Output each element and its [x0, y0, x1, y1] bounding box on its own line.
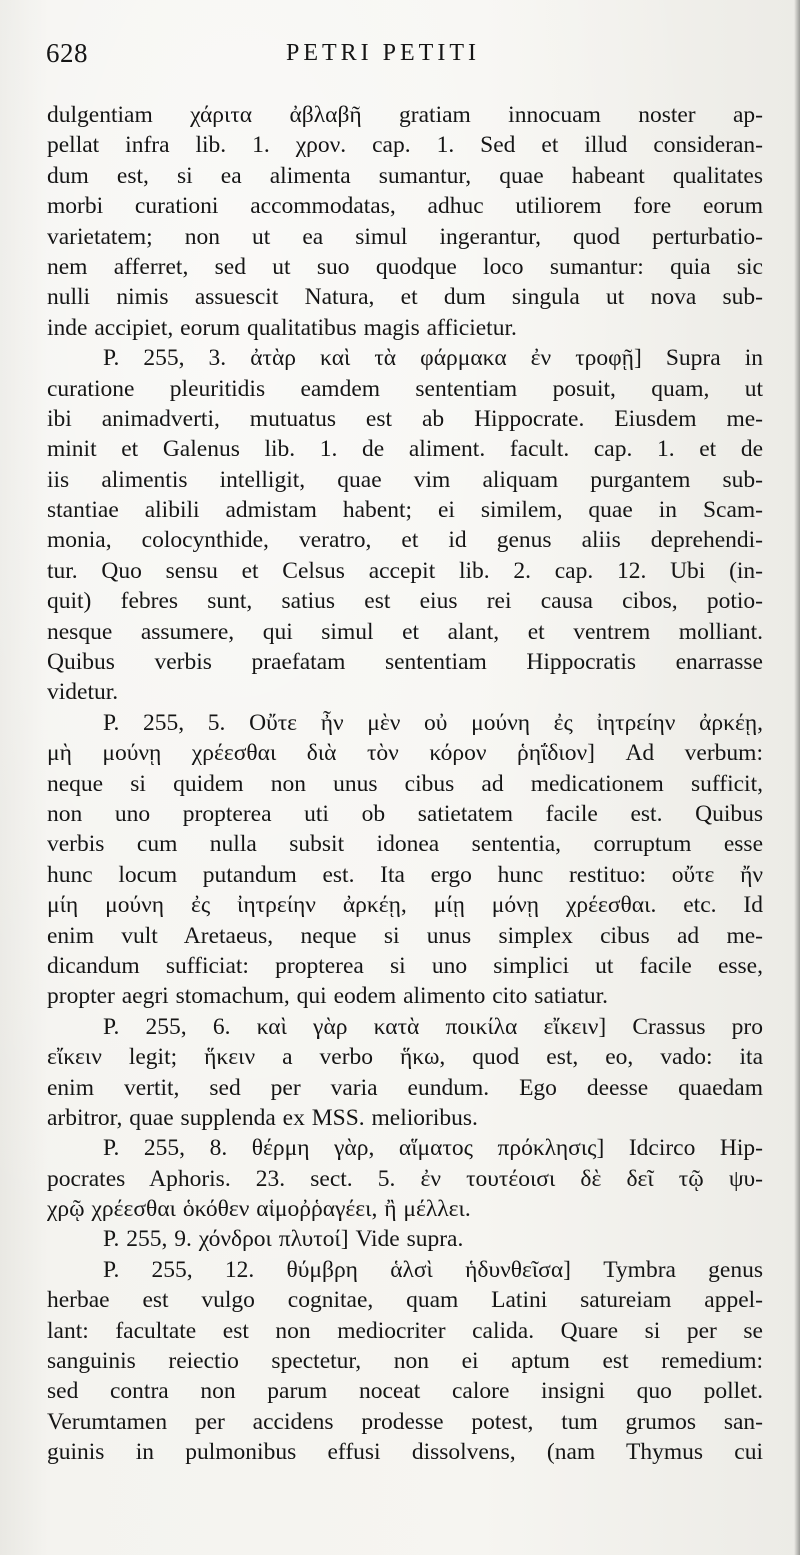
text-line: nulli nimis assuescit Natura, et dum singula ut nova sub- — [47, 284, 763, 311]
text-line: verbis cum nulla subsit idonea sententia, corruptum esse — [47, 831, 763, 858]
body-text — [47, 100, 763, 1468]
text-line: monia, colocynthide, veratro, et id genus aliis deprehendi- — [47, 527, 763, 554]
text-line: sanguinis reiectio spectetur, non ei aptum est remedium: — [47, 1348, 763, 1375]
text-line: stantiae alibili admistam habent; ei similem, quae in Scam- — [47, 497, 763, 524]
paragraph-first-line: P. 255, 8. θέρμη γὰρ, αἵματος πρόκλησις] Idcirco Hip- — [103, 1135, 763, 1162]
text-line: Quibus verbis praefatam sententiam Hippocratis enarrasse — [47, 649, 763, 676]
text-line: μίη μούνη ἐς ἰητρείην ἀρκέῃ, μίῃ μόνῃ χρέεσθαι. etc. Id — [47, 892, 763, 919]
text-line: Verumtamen per accidens prodesse potest, tum grumos san- — [47, 1408, 763, 1435]
text-line: iis alimentis intelligit, quae vim aliquam purgantem sub- — [47, 466, 763, 493]
text-line: ibi animadverti, mutuatus est ab Hippocrate. Eiusdem me- — [47, 405, 763, 432]
text-line: inde accipiet, eorum qualitatibus magis afficietur. — [47, 314, 517, 341]
text-line: sed contra non parum noceat calore insigni quo pollet. — [47, 1378, 763, 1405]
paragraph-first-line: P. 255, 6. καὶ γὰρ κατὰ ποικίλα εἴκειν] Crassus pro — [103, 1013, 763, 1040]
text-line: minit et Galenus lib. 1. de aliment. facult. cap. 1. et de — [47, 436, 763, 463]
page-number: 628 — [46, 38, 88, 68]
text-line: tur. Quo sensu et Celsus accepit lib. 2. cap. 12. Ubi (in- — [47, 557, 763, 584]
text-line: lant: facultate est non mediocriter calida. Quare si per se — [47, 1317, 763, 1344]
text-line: nem afferret, sed ut suo quodque loco sumantur: quia sic — [47, 253, 763, 280]
paragraph-first-line: P. 255, 12. θύμβρη ἁλσὶ ἡδυνθεῖσα] Tymbra genus — [103, 1256, 763, 1283]
text-line: curatione pleuritidis eamdem sententiam posuit, quam, ut — [47, 375, 763, 402]
text-line: pocrates Aphoris. 23. sect. 5. ἐν τουτέοισι δὲ δεῖ τῷ ψυ- — [47, 1165, 763, 1192]
page-header — [46, 38, 766, 78]
text-line: hunc locum putandum est. Ita ergo hunc restituo: οὔτε ἤν — [47, 861, 763, 888]
text-line: herbae est vulgo cognitae, quam Latini satureiam appel- — [47, 1287, 763, 1314]
text-line: dicandum sufficiat: propterea si uno simplici ut facile esse, — [47, 952, 763, 979]
text-line: neque si quidem non unus cibus ad medicationem sufficit, — [47, 770, 763, 797]
text-line: arbitror, quae supplenda ex MSS. melioribus. — [47, 1104, 478, 1131]
page-gutter-shadow — [794, 0, 800, 1555]
text-line: propter aegri stomachum, qui eodem alimento cito satiatur. — [47, 983, 609, 1010]
text-line: dulgentiam χάριτα ἀβλαβῆ gratiam innocuam noster ap- — [47, 102, 763, 128]
text-line: χρῷ χρέεσθαι ὁκόθεν αἱμοῤῥαγέει, ἢ μέλλει. — [47, 1196, 471, 1223]
paragraph-first-line: P. 255, 9. χόνδροι πλυτοί] Vide supra. — [103, 1226, 464, 1253]
text-line: dum est, si ea alimenta sumantur, quae habeant qualitates — [47, 162, 763, 189]
text-line: enim vult Aretaeus, neque si unus simplex cibus ad me- — [47, 922, 763, 949]
text-line: εἴκειν legit; ἥκειν a verbo ἥκω, quod est, eo, vado: ita — [47, 1044, 763, 1071]
text-line: pellat infra lib. 1. χρον. cap. 1. Sed et illud consideran- — [47, 132, 763, 159]
text-line: videtur. — [47, 679, 119, 706]
text-line: guinis in pulmonibus effusi dissolvens, (nam Thymus cui — [47, 1439, 763, 1466]
running-head: PETRI PETITI — [286, 40, 480, 66]
text-line: nesque assumere, qui simul et alant, et ventrem molliant. — [47, 618, 763, 645]
text-line: non uno propterea uti ob satietatem facile est. Quibus — [47, 800, 763, 827]
paragraph-first-line: P. 255, 3. ἀτὰρ καὶ τὰ φάρμακα ἐν τροφῇ] Supra in — [103, 345, 763, 372]
text-line: varietatem; non ut ea simul ingerantur, quod perturbatio- — [47, 223, 763, 250]
paragraph-first-line: P. 255, 5. Οὔτε ἦν μὲν οὐ μούνη ἐς ἰητρείην ἀρκέῃ, — [103, 709, 763, 736]
text-line: enim vertit, sed per varia eundum. Ego deesse quaedam — [47, 1074, 763, 1101]
text-line: quit) febres sunt, satius est eius rei causa cibos, potio- — [47, 588, 763, 615]
text-line: morbi curationi accommodatas, adhuc utiliorem fore eorum — [47, 193, 763, 220]
text-line: μὴ μούνῃ χρέεσθαι διὰ τὸν κόρον ῥηΐδιον] Ad verbum: — [47, 740, 763, 767]
